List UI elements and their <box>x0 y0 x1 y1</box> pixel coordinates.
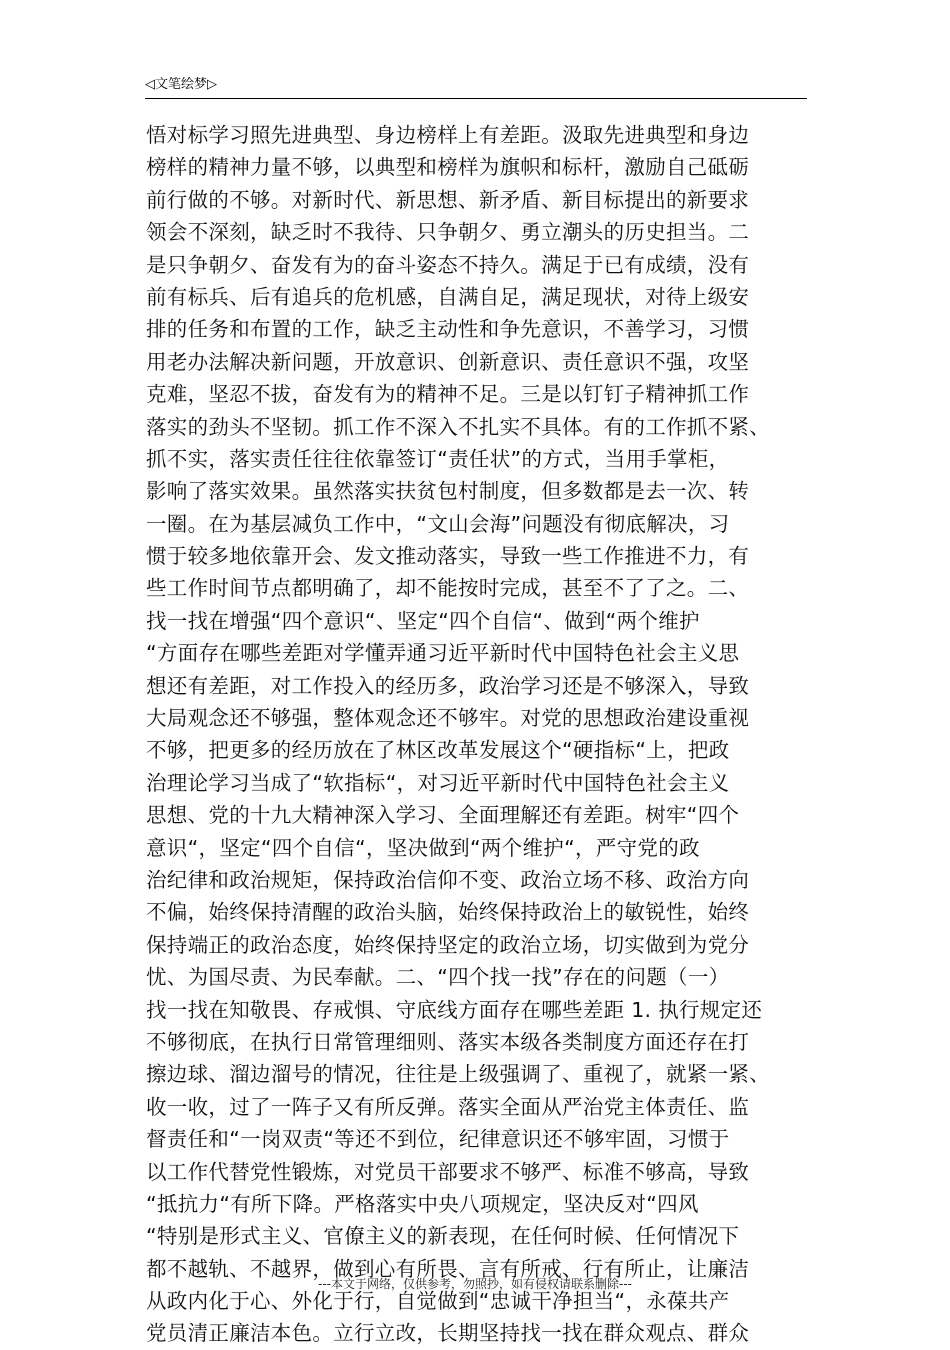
text-line: 党员清正廉洁本色。立行立改，长期坚持找一找在群众观点、群众 <box>146 1321 750 1346</box>
text-line: 想还有差距，对工作投入的经历多，政治学习还是不够深入，导致 <box>146 673 750 698</box>
text-line: 前有标兵、后有追兵的危机感，自满自足，满足现状，对待上级安 <box>146 284 750 309</box>
text-line: 影响了落实效果。虽然落实扶贫包村制度，但多数都是去一次、转 <box>146 479 750 504</box>
text-line: 治纪律和政治规矩，保持政治信仰不变、政治立场不移、政治方向 <box>146 867 750 892</box>
text-line: 悟对标学习照先进典型、身边榜样上有差距。汲取先进典型和身边 <box>146 123 750 147</box>
text-line: 不够彻底，在执行日常管理细则、落实本级各类制度方面还存在打 <box>146 1029 750 1054</box>
page-footer-disclaimer: ---本文于网络，仅供参考，勿照抄，如有侵权请联系删除--- <box>318 1277 632 1291</box>
text-line: 督责任和“一岗双责“等还不到位，纪律意识还不够牢固，习惯于 <box>146 1127 730 1152</box>
text-line: 治理论学习当成了“软指标“，对习近平新时代中国特色社会主义 <box>146 770 730 795</box>
text-line: 克难，坚忍不拔，奋发有为的精神不足。三是以钉钉子精神抓工作 <box>146 382 750 407</box>
text-line: 一圈。在为基层减负工作中，“文山会海”问题没有彻底解决，习 <box>146 511 730 536</box>
text-line: 排的任务和布置的工作，缺乏主动性和争先意识，不善学习，习惯 <box>146 317 750 342</box>
text-line: 用老办法解决新问题，开放意识、创新意识、责任意识不强，攻坚 <box>146 349 750 374</box>
text-line: 找一找在知敬畏、存戒惧、守底线方面存在哪些差距 1. 执行规定还 <box>146 997 763 1022</box>
text-line: 惯于较多地依靠开会、发文推动落实，导致一些工作推进不力，有 <box>146 544 750 569</box>
document-body <box>146 119 808 1350</box>
text-line: 大局观念还不够强，整体观念还不够牢。对党的思想政治建设重视 <box>146 706 750 731</box>
text-line: 忧、为国尽责、为民奉献。二、“四个找一找”存在的问题（一） <box>146 965 730 990</box>
text-line: 以工作代替党性锻炼，对党员干部要求不够严、标准不够高，导致 <box>146 1159 750 1184</box>
text-line: 不偏，始终保持清醒的政治头脑，始终保持政治上的敏锐性，始终 <box>146 900 750 925</box>
text-line: 些工作时间节点都明确了，却不能按时完成，甚至不了了之。二、 <box>146 576 750 601</box>
text-line: 意识“，坚定“四个自信“，坚决做到“两个维护“，严守党的政 <box>146 835 700 860</box>
text-line: 落实的劲头不坚韧。抓工作不深入不扎实不具体。有的工作抓不紧、 <box>146 414 770 439</box>
text-line: 抓不实，落实责任往往依靠签订“责任状”的方式，当用手掌柜， <box>146 446 730 471</box>
text-line: “抵抗力“有所下降。严格落实中央八项规定，坚决反对“四风 <box>146 1191 699 1216</box>
text-line: 思想、党的十九大精神深入学习、全面理解还有差距。树牢“四个 <box>146 803 740 828</box>
text-line: 从政内化于心、外化于行，自觉做到“忠诚干净担当“，永葆共产 <box>146 1289 730 1314</box>
page-header <box>145 74 807 99</box>
text-line: “特别是形式主义、官僚主义的新表现，在任何时候、任何情况下 <box>146 1224 740 1249</box>
text-line: 领会不深刻，缺乏时不我待、只争朝夕、勇立潮头的历史担当。二 <box>146 220 750 245</box>
text-line: 保持端正的政治态度，始终保持坚定的政治立场，切实做到为党分 <box>146 932 750 957</box>
text-line: 收一收，过了一阵子又有所反弹。落实全面从严治党主体责任、监 <box>146 1094 750 1119</box>
text-line: 榜样的精神力量不够，以典型和榜样为旗帜和标杆，激励自己砥砺 <box>146 155 750 180</box>
text-line: 擦边球、溜边溜号的情况，往往是上级强调了、重视了，就紧一紧、 <box>146 1062 770 1087</box>
text-line: 都不越轨、不越界，做到心有所畏、言有所戒、行有所止，让廉洁 <box>146 1256 750 1281</box>
text-line: 找一找在增强“四个意识“、坚定“四个自信“、做到“两个维护 <box>146 608 700 633</box>
text-line: 不够，把更多的经历放在了林区改革发展这个“硬指标“上，把政 <box>146 738 730 763</box>
header-title: ◁文笔绘梦▷ <box>145 77 217 92</box>
text-line: 是只争朝夕、奋发有为的奋斗姿态不持久。满足于已有成绩，没有 <box>146 252 750 277</box>
text-line: “方面存在哪些差距对学懂弄通习近平新时代中国特色社会主义思 <box>146 641 740 666</box>
text-line: 前行做的不够。对新时代、新思想、新矛盾、新目标提出的新要求 <box>146 187 750 212</box>
